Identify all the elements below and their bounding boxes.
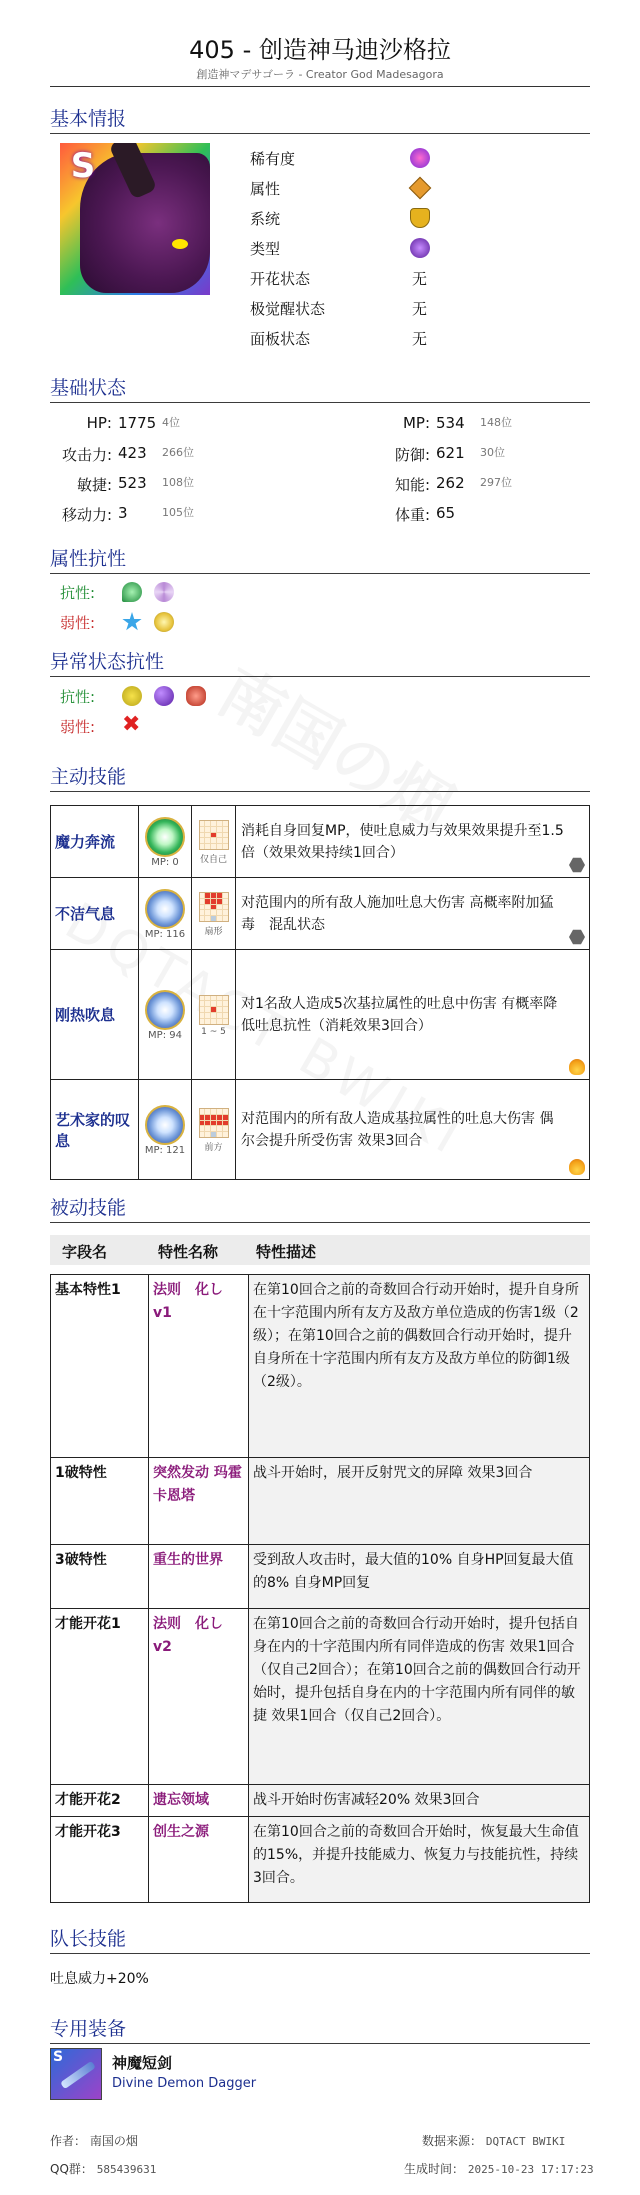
info-label: 稀有度 [250,150,296,168]
stat-rank: 4位 [162,416,180,429]
info-label: 属性 [250,180,281,198]
active-skill-row [51,1080,590,1180]
author-label: 作者： [50,2134,87,2148]
stat-rank: 297位 [480,476,512,489]
page-title: 405 - 创造神马迪沙格拉 [189,36,451,64]
stat-value: 423 [118,444,147,462]
stat-label: 体重: [394,506,430,524]
stat-value: 523 [118,474,147,492]
col-header-field: 字段名 [62,1243,108,1261]
skill-range: 前方 [204,1143,223,1153]
stat-rank: 108位 [162,476,194,489]
dark-resist-icon [154,582,174,602]
skill-icon-cell [139,878,192,950]
none-cross-icon: ✖ [122,712,141,737]
skill-range-cell [192,950,236,1080]
element-icon [409,177,432,200]
stat-defense [358,444,558,466]
passive-type: 1破特性 [51,1458,149,1545]
stat-value: 65 [436,504,456,522]
skill-desc: 消耗自身回复MP，使吐息威力与效果效果提升至1.5倍（效果效果持续1回合） [241,822,564,861]
skill-range: 扇形 [204,927,223,937]
section-element-resist: 属性抗性 [50,544,590,574]
skill-orb-icon [145,817,185,857]
type-icon [410,238,430,258]
stat-rank: 266位 [162,446,194,459]
info-label: 开花状态 [250,270,311,288]
title-divider [50,86,590,87]
info-value: 无 [412,300,428,318]
skill-icon-cell [139,950,192,1080]
paralysis-resist-icon [122,686,142,706]
skill-range: 1 ~ 5 [201,1026,226,1037]
skill-name[interactable]: 不洁气息 [51,878,139,950]
hexagon-icon [569,929,585,945]
skill-desc: 对范围内的所有敌人造成基拉属性的吐息大伤害 偶尔会提升所受伤害 效果3回合 [241,1110,554,1149]
passive-name: 突然发动 玛霍卡恩塔 [149,1458,249,1545]
passive-row [51,1817,590,1903]
skill-desc-cell [236,878,590,950]
qq-label: QQ群： [50,2162,93,2176]
monster-avatar [60,143,210,295]
stat-weight [358,504,558,526]
weak-label: 弱性: [60,718,96,736]
weak-label: 弱性: [60,614,96,632]
skill-icon-cell [139,1080,192,1180]
element-resist-row [60,582,260,606]
stat-attack [40,444,240,466]
passive-type: 才能开花3 [51,1817,149,1903]
section-passive-skills: 被动技能 [50,1193,590,1223]
skill-range-cell [192,806,236,878]
passive-row [51,1785,590,1817]
passive-name: 遗忘领域 [149,1785,249,1817]
resist-label: 抗性: [60,688,96,706]
leader-skill-text: 吐息威力+20% [50,1971,149,1987]
resist-label: 抗性: [60,584,96,602]
passive-desc: 在第10回合之前的奇数回合开始时，恢复最大生命值的15%，并提升技能威力、恢复力与技能抗性，持续3回合。 [249,1817,590,1903]
passive-name: 创生之源 [149,1817,249,1903]
skill-name[interactable]: 艺术家的叹息 [51,1080,139,1180]
stat-value: 534 [436,414,465,432]
ice-weak-icon [122,612,142,632]
rank-badge: S [53,2049,64,2065]
wind-resist-icon [122,582,142,602]
system-icon [410,208,430,228]
passive-desc: 战斗开始时，展开反射咒文的屏障 效果3回合 [249,1458,590,1545]
info-value: 无 [412,330,428,348]
skill-orb-icon [145,889,185,929]
qq-value: 585439631 [96,2163,157,2176]
passive-desc: 在第10回合之前的奇数回合行动开始时，提升包括自身在内的十字范围内所有同伴造成的伤害 效果1回合（仅自己2回合）；在第10回合之前的偶数回合行动开始时，提升包括自身在内的十字范围内所有同伴的敏捷 效果1回合（仅自己2回合）。 [249,1609,590,1785]
stat-rank: 30位 [480,446,505,459]
passive-row [51,1609,590,1785]
stat-label: HP: [86,414,112,432]
blade-art [60,2061,96,2089]
hexagon-icon [569,857,585,873]
info-label: 系统 [250,210,281,228]
passive-desc: 战斗开始时伤害减轻20% 效果3回合 [249,1785,590,1817]
stat-movement [40,504,240,526]
skill-range-cell [192,878,236,950]
stat-agility [40,474,240,496]
light-weak-icon [154,612,174,632]
stat-value: 1775 [118,414,157,432]
confusion-resist-icon [186,686,206,706]
stat-hp [40,414,240,436]
element-weak-row [60,612,260,636]
poison-resist-icon [154,686,174,706]
range-grid-icon [199,995,229,1025]
skill-mp: MP: 94 [148,1030,182,1041]
status-weak-row [60,712,260,740]
footer-time [404,2160,594,2177]
passive-table-header [50,1235,590,1265]
skill-desc-cell [236,806,590,878]
passive-name: 法则 化し v2 [149,1609,249,1785]
passive-type: 3破特性 [51,1545,149,1609]
skill-desc-cell [236,1080,590,1180]
skill-orb-icon [145,990,185,1030]
flame-icon [569,1159,585,1175]
status-resist-row [60,686,260,710]
section-basic-info: 基本情报 [50,104,590,134]
passive-name: 法则 化し v1 [149,1275,249,1458]
stat-value: 3 [118,504,128,522]
col-header-desc: 特性描述 [256,1243,317,1261]
range-grid-icon [199,892,229,922]
active-skill-row [51,806,590,878]
passive-name: 重生的世界 [149,1545,249,1609]
skill-desc: 对范围内的所有敌人施加吐息大伤害 高概率附加猛毒 混乱状态 [241,894,554,933]
passive-row [51,1545,590,1609]
stat-label: 防御: [394,446,430,464]
equipment-name[interactable]: 神魔短剑 [112,2054,173,2072]
passive-row [51,1458,590,1545]
section-leader-skill: 队长技能 [50,1924,590,1954]
footer-author [50,2132,138,2149]
skill-name[interactable]: 魔力奔流 [51,806,139,878]
eye-art [172,239,188,249]
skill-desc-cell [236,950,590,1080]
col-header-name: 特性名称 [158,1243,219,1261]
passive-desc: 在第10回合之前的奇数回合行动开始时，提升自身所在十字范围内所有友方及敌方单位造成的伤害1级（2级）；在第10回合之前的偶数回合行动开始时，提升自身所在十字范围内所有友方及敌方单位的防御1级（2级）。 [249,1275,590,1458]
stat-rank: 105位 [162,506,194,519]
passive-desc: 受到敌人攻击时，最大值的10% 自身HP回复最大值的8% 自身MP回复 [249,1545,590,1609]
footer-source [422,2132,565,2149]
dagger-icon[interactable] [50,2048,102,2100]
stat-intelligence [358,474,558,496]
section-status-resist: 异常状态抗性 [50,647,590,677]
range-grid-icon [199,1108,229,1138]
info-label: 类型 [250,240,281,258]
skill-icon-cell [139,806,192,878]
info-label: 极觉醒状态 [250,300,326,318]
stat-value: 262 [436,474,465,492]
section-base-stats: 基础状态 [50,373,590,403]
stat-mp [358,414,558,436]
equipment-name-en: Divine Demon Dagger [112,2076,257,2091]
skill-range-cell [192,1080,236,1180]
active-skills-table [50,805,590,1180]
range-grid-icon [199,820,229,850]
stat-label: 移动力: [61,506,112,524]
skill-orb-icon [145,1105,185,1145]
passive-type: 才能开花1 [51,1609,149,1785]
page-subtitle: 創造神マデサゴーラ - Creator God Madesagora [196,68,444,81]
skill-range: 仅自己 [199,855,227,865]
s-rank-icon [410,148,430,168]
stat-rank: 148位 [480,416,512,429]
active-skill-row [51,950,590,1080]
section-active-skills: 主动技能 [50,762,590,792]
stat-label: MP: [402,414,430,432]
time-label: 生成时间： [404,2162,465,2176]
info-value: 无 [412,270,428,288]
skill-desc: 对1名敌人造成5次基拉属性的吐息中伤害 有概率降低吐息抗性（消耗效果3回合） [241,995,558,1034]
active-skill-row [51,878,590,950]
source-value: DQTACT BWIKI [485,2135,566,2148]
flame-icon [569,1059,585,1075]
skill-name[interactable]: 刚热吹息 [51,950,139,1080]
info-label: 面板状态 [250,330,311,348]
rank-badge: S [70,146,96,186]
passive-type: 基本特性1 [51,1275,149,1458]
skill-mp: MP: 116 [144,929,186,940]
stat-label: 攻击力: [61,446,112,464]
passive-type: 才能开花2 [51,1785,149,1817]
section-equipment: 专用装备 [50,2014,590,2044]
skill-mp: MP: 0 [151,857,179,868]
stat-label: 知能: [394,476,430,494]
passive-skills-table [50,1274,590,1903]
author-value: 南国の烟 [89,2134,138,2148]
passive-row [51,1275,590,1458]
footer-qq [50,2160,156,2177]
skill-mp: MP: 121 [144,1145,186,1156]
time-value: 2025-10-23 17:17:23 [467,2163,594,2176]
stat-label: 敏捷: [76,476,112,494]
source-label: 数据来源： [422,2134,483,2148]
stat-value: 621 [436,444,465,462]
